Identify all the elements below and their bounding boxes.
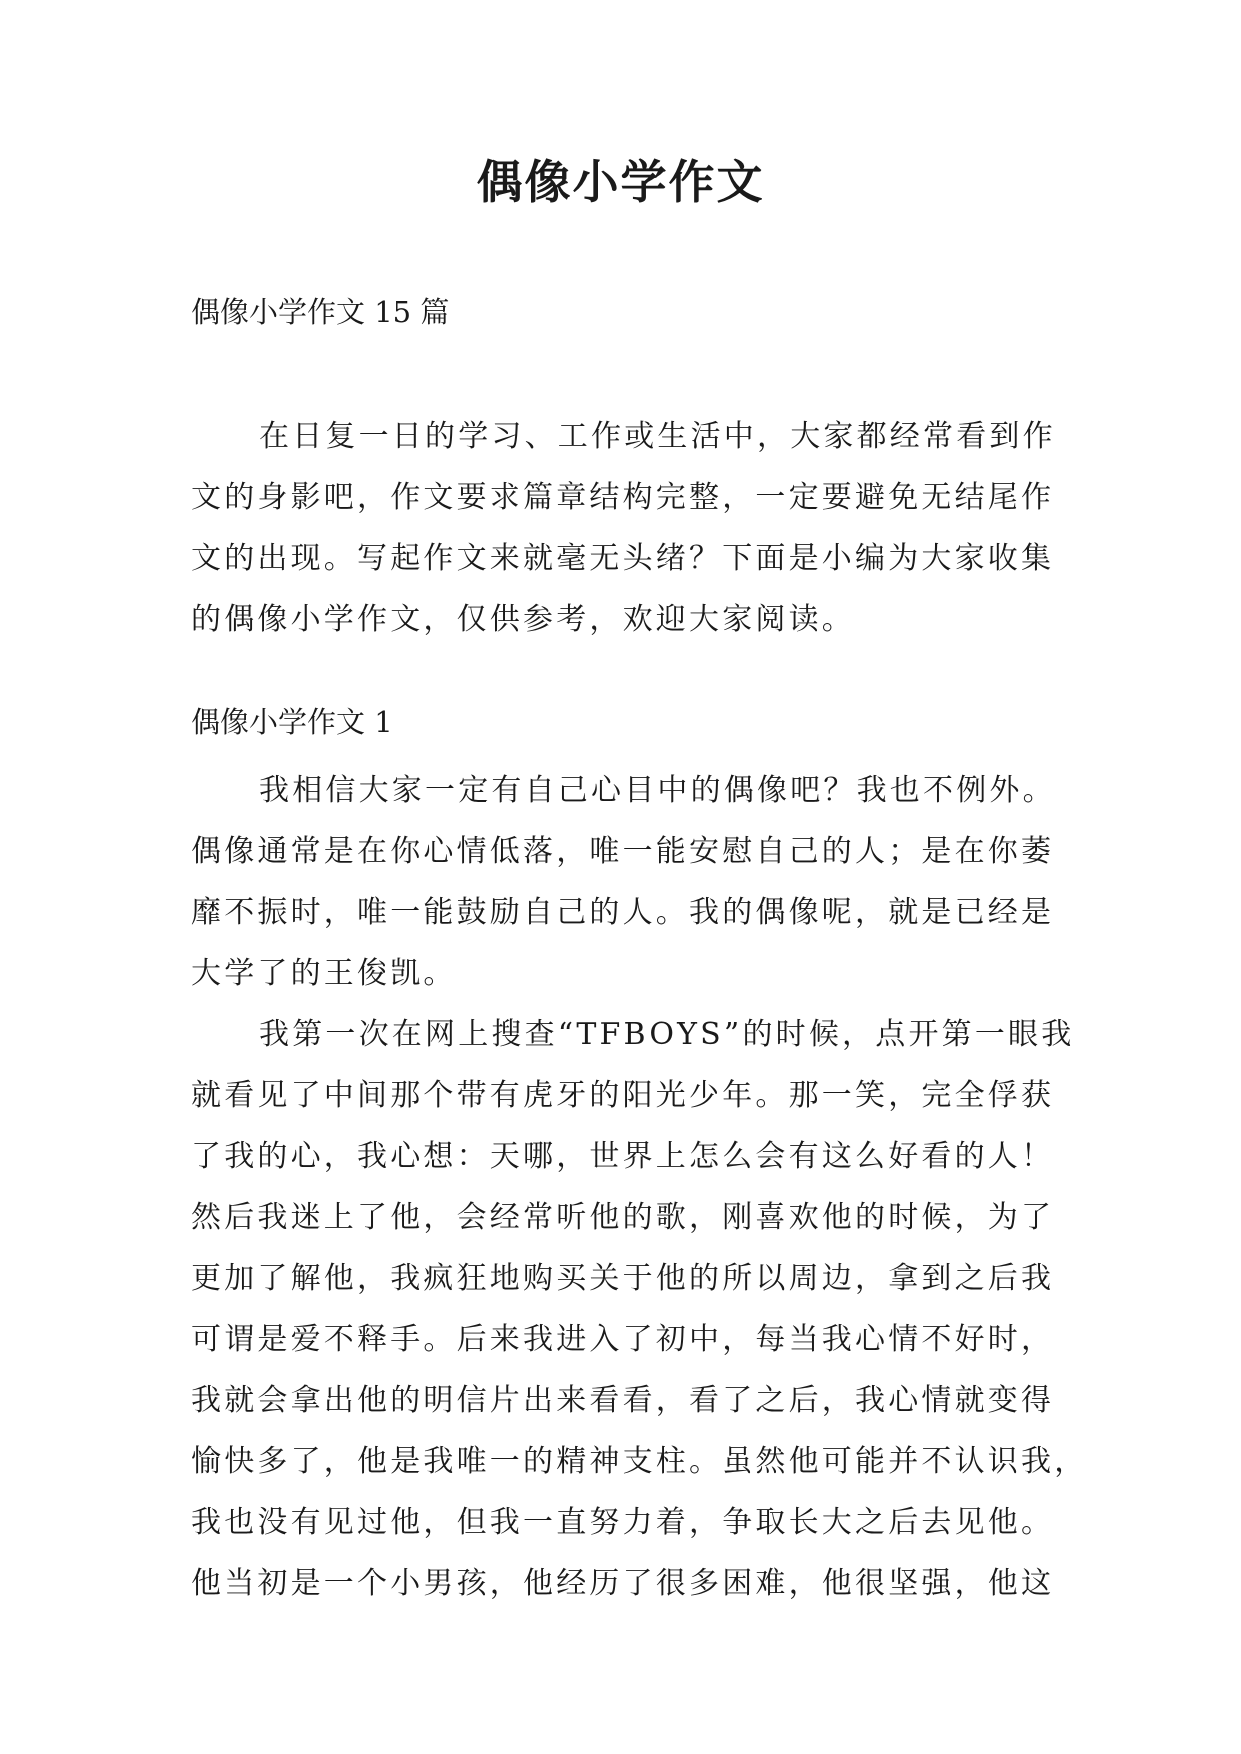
intro-line: 的偶像小学作文，仅供参考，欢迎大家阅读。 <box>191 602 855 637</box>
essay-body <box>191 760 1088 1614</box>
essay-paragraph-2 <box>191 1004 1088 1614</box>
essay-line: 可谓是爱不释手。后来我进入了初中，每当我心情不好时， <box>191 1322 1055 1357</box>
essay-line: 了我的心，我心想：天哪，世界上怎么会有这么好看的人！ <box>191 1139 1055 1174</box>
essay-line: 然后我迷上了他，会经常听他的歌，刚喜欢他的时候，为了 <box>191 1200 1055 1235</box>
intro-line: 文的身影吧，作文要求篇章结构完整，一定要避免无结尾作 <box>191 480 1055 515</box>
essay-line: 愉快多了，他是我唯一的精神支柱。虽然他可能并不认识我， <box>191 1444 1088 1479</box>
essay-line: 就看见了中间那个带有虎牙的阳光少年。那一笑，完全俘获 <box>191 1078 1055 1113</box>
section-heading: 偶像小学作文 1 <box>191 705 393 739</box>
document-subtitle: 偶像小学作文 15 篇 <box>191 295 450 329</box>
essay-line: 靡不振时，唯一能鼓励自己的人。我的偶像呢，就是已经是 <box>191 895 1055 930</box>
intro-line: 在日复一日的学习、工作或生活中，大家都经常看到作 <box>259 419 1056 454</box>
document-title: 偶像小学作文 <box>476 155 765 209</box>
intro-paragraph <box>191 406 1056 650</box>
essay-line: 我就会拿出他的明信片出来看看，看了之后，我心情就变得 <box>191 1383 1055 1418</box>
essay-paragraph-1 <box>191 760 1071 1004</box>
essay-line: 我第一次在网上搜查“TFBOYS”的时候，点开第一眼我 <box>259 1017 1075 1052</box>
essay-line: 他当初是一个小男孩，他经历了很多困难，他很坚强，他这 <box>191 1566 1055 1601</box>
essay-line: 偶像通常是在你心情低落，唯一能安慰自己的人；是在你萎 <box>191 834 1055 869</box>
intro-line: 文的出现。写起作文来就毫无头绪？下面是小编为大家收集 <box>191 541 1055 576</box>
essay-line: 我相信大家一定有自己心目中的偶像吧？我也不例外。 <box>259 773 1056 808</box>
essay-line: 更加了解他，我疯狂地购买关于他的所以周边，拿到之后我 <box>191 1261 1055 1296</box>
essay-line: 大学了的王俊凯。 <box>191 956 457 991</box>
essay-line: 我也没有见过他，但我一直努力着，争取长大之后去见他。 <box>191 1505 1055 1540</box>
